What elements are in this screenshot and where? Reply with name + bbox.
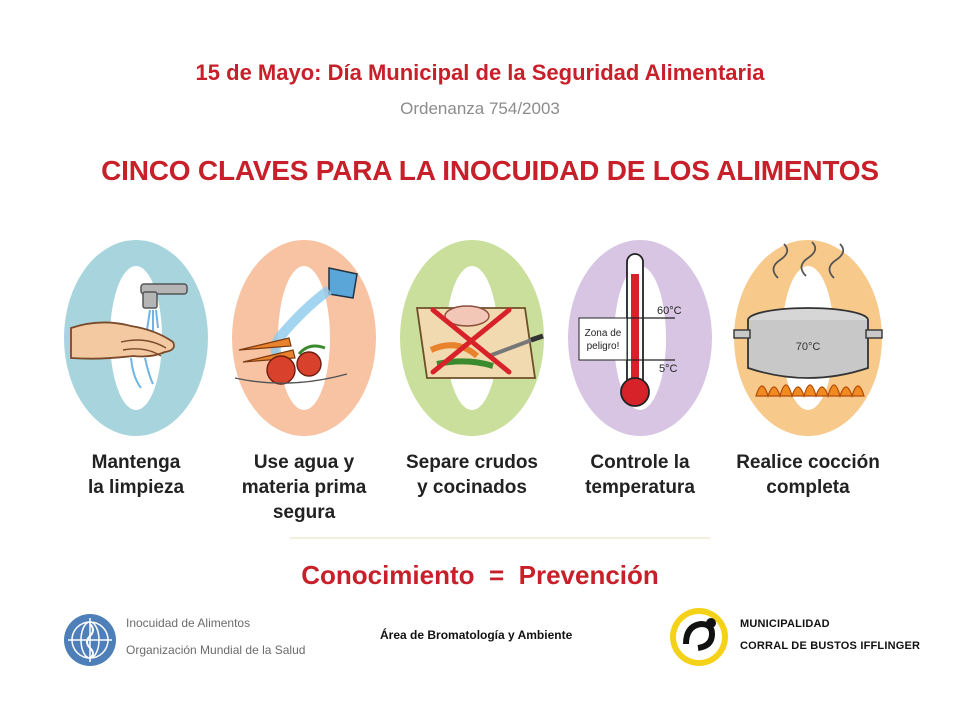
key-cooking-label: Realice cocción completa	[736, 452, 880, 498]
globe-icon	[60, 610, 120, 670]
key-cooking	[728, 238, 888, 500]
five-keys	[56, 238, 916, 543]
cutting-board-icon	[397, 238, 547, 438]
danger-zone-label-2: peligro!	[586, 341, 620, 352]
divider	[290, 537, 710, 539]
municipality-emblem-icon	[668, 606, 730, 668]
key-safe-water-label: Use agua y materia prima segura	[241, 452, 367, 523]
ordinance-subtitle: Ordenanza 754/2003	[400, 99, 560, 118]
water-vegetables-icon	[229, 238, 379, 438]
who-logo	[60, 610, 120, 670]
who-organization-label: Organización Mundial de la Salud	[126, 643, 306, 657]
municipality-name: CORRAL DE BUSTOS IFFLINGER	[740, 640, 921, 652]
slogan: Conocimiento = Prevención	[301, 560, 659, 590]
municipality-logo	[668, 606, 730, 668]
bromatology-area-label: Área de Bromatología y Ambiente	[380, 628, 573, 642]
municipality-label: MUNICIPALIDAD	[740, 618, 830, 630]
thermometer-icon	[565, 238, 715, 438]
key-temperature-label: Controle la temperatura	[585, 452, 695, 498]
main-heading: CINCO CLAVES PARA LA INOCUIDAD DE LOS ALIMENTOS	[101, 155, 879, 186]
key-separate-label: Separe crudos y cocinados	[406, 452, 538, 498]
key-cleanliness-label: Mantenga la limpieza	[87, 452, 185, 498]
event-title: 15 de Mayo: Día Municipal de la Seguridad Alimentaria	[195, 60, 765, 85]
key-cleanliness	[56, 238, 216, 500]
danger-zone-label-1: Zona de	[584, 328, 622, 339]
temp-high-label: 60°C	[657, 305, 682, 317]
key-separate	[392, 238, 552, 500]
key-safe-water	[224, 238, 384, 525]
hand-washing-icon	[61, 238, 211, 438]
key-temperature	[560, 238, 720, 500]
cooking-pot-icon	[728, 238, 888, 438]
pot-temp-label: 70°C	[795, 341, 821, 353]
temp-low-label: 5°C	[659, 363, 678, 375]
who-program-label: Inocuidad de Alimentos	[126, 616, 251, 630]
